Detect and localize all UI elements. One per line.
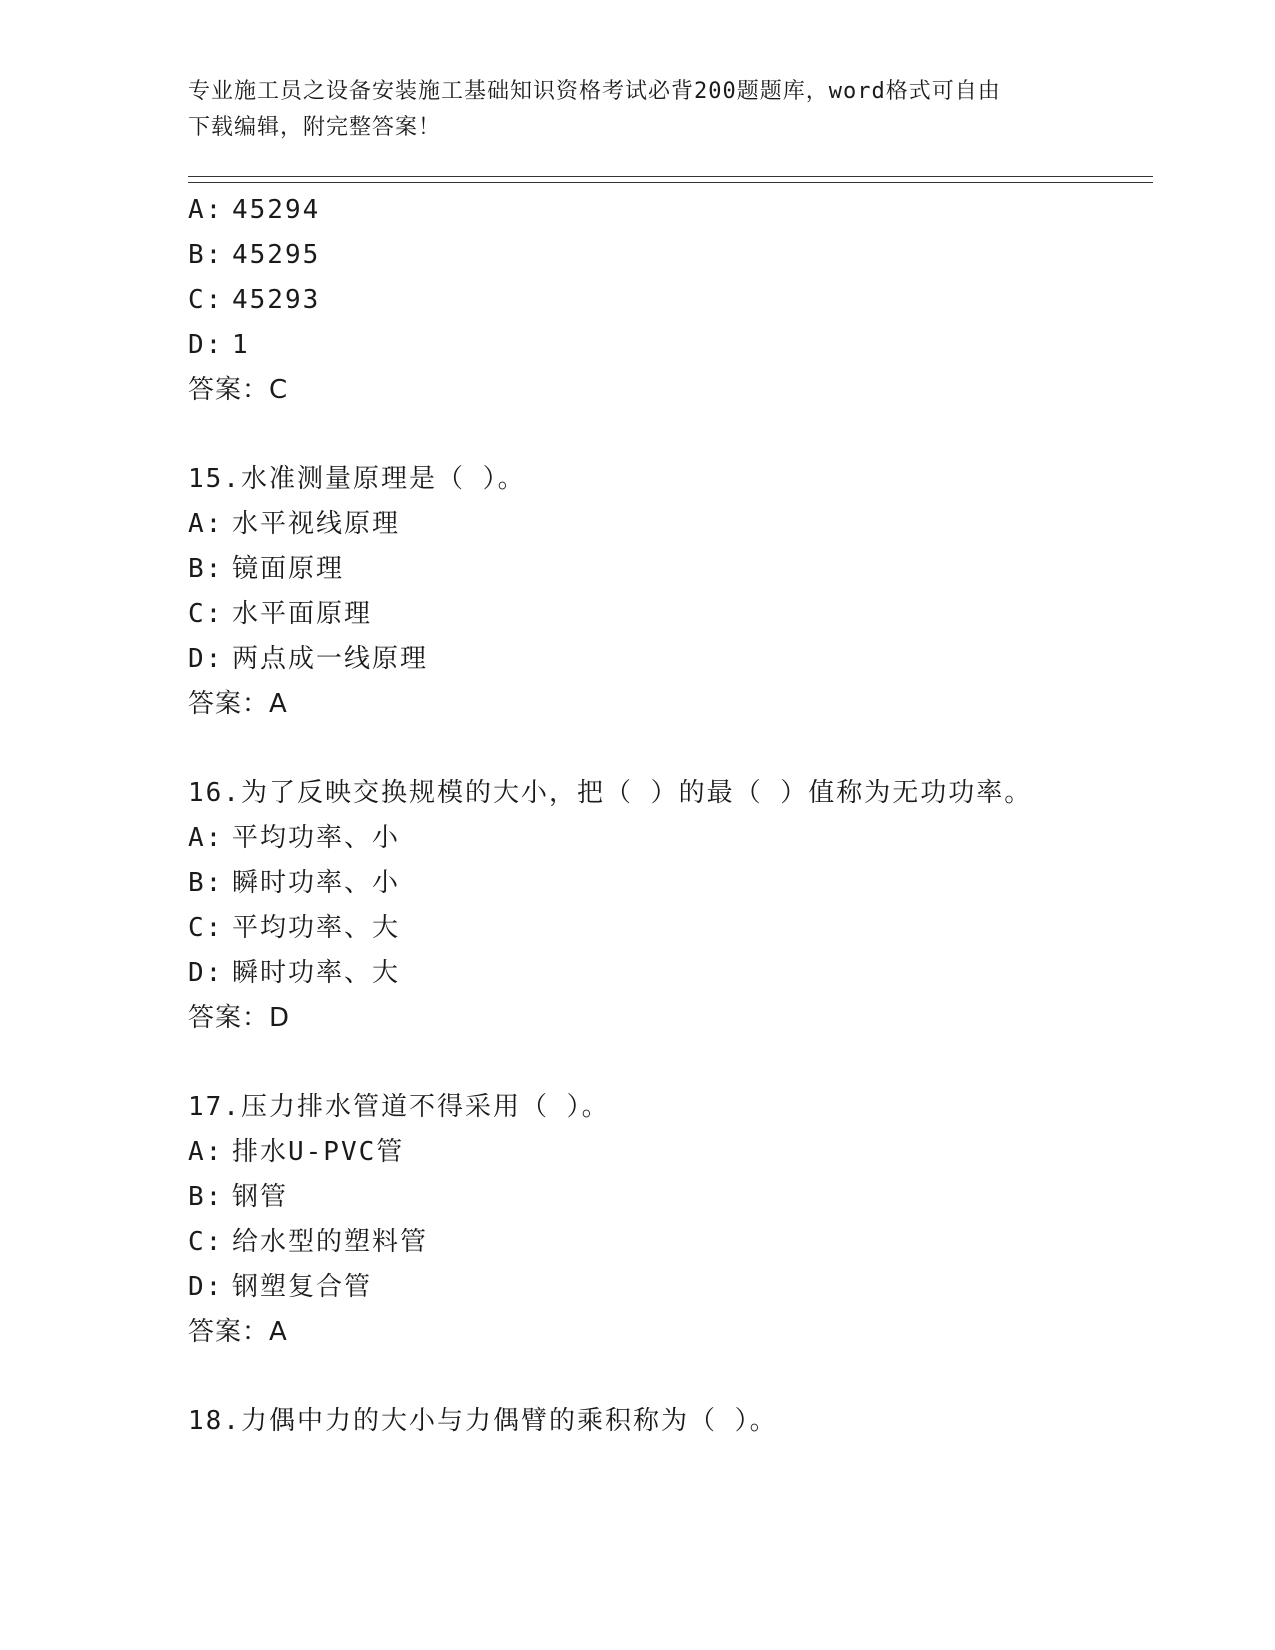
option-label: C: bbox=[188, 1227, 224, 1257]
option-label: D: bbox=[188, 1272, 224, 1302]
option-label: A: bbox=[188, 509, 224, 539]
header-divider-bottom bbox=[188, 182, 1153, 183]
option-text: 平均功率、小 bbox=[232, 823, 401, 853]
q16-option-a bbox=[188, 821, 400, 855]
option-text: 钢塑复合管 bbox=[232, 1272, 373, 1302]
q14-option-c bbox=[188, 283, 320, 317]
option-text: 瞬时功率、大 bbox=[232, 958, 401, 988]
q16-option-c bbox=[188, 911, 400, 945]
option-text: 给水型的塑料管 bbox=[232, 1227, 429, 1257]
q16-option-b bbox=[188, 866, 400, 900]
option-label: B: bbox=[188, 554, 224, 584]
q14-option-b bbox=[188, 238, 320, 272]
q15-option-a bbox=[188, 507, 400, 541]
option-label: A: bbox=[188, 823, 224, 853]
option-text: 排水U-PVC管 bbox=[232, 1137, 405, 1167]
option-text: 瞬时功率、小 bbox=[232, 868, 401, 898]
q16-question: 16.为了反映交换规模的大小，把（ ）的最（ ）值称为无功功率。 bbox=[188, 778, 1033, 808]
q16-option-d bbox=[188, 956, 400, 990]
q14-answer: 答案：C bbox=[188, 375, 289, 405]
q17-option-c bbox=[188, 1225, 428, 1259]
option-label: B: bbox=[188, 240, 224, 270]
q17-option-b bbox=[188, 1180, 288, 1214]
option-text: 45293 bbox=[232, 285, 321, 315]
q17-option-a bbox=[188, 1135, 404, 1169]
option-text: 1 bbox=[232, 330, 250, 360]
option-label: A: bbox=[188, 1137, 224, 1167]
q15-question: 15.水准测量原理是（ ）。 bbox=[188, 464, 526, 494]
header-line-2: 下载编辑，附完整答案！ bbox=[188, 115, 442, 140]
header-line-1: 专业施工员之设备安装施工基础知识资格考试必背200题题库，word格式可自由 bbox=[188, 79, 1001, 104]
q17-option-d bbox=[188, 1270, 372, 1304]
q14-option-d bbox=[188, 328, 250, 362]
option-text: 平均功率、大 bbox=[232, 913, 401, 943]
q17-answer: 答案：A bbox=[188, 1317, 288, 1347]
option-label: D: bbox=[188, 958, 224, 988]
option-label: C: bbox=[188, 913, 224, 943]
option-text: 水平面原理 bbox=[232, 599, 373, 629]
option-label: B: bbox=[188, 1182, 224, 1212]
option-label: A: bbox=[188, 195, 224, 225]
option-label: D: bbox=[188, 330, 224, 360]
q15-answer: 答案：A bbox=[188, 689, 288, 719]
option-label: C: bbox=[188, 285, 224, 315]
header-divider-top bbox=[188, 176, 1153, 177]
option-text: 两点成一线原理 bbox=[232, 644, 429, 674]
option-label: B: bbox=[188, 868, 224, 898]
option-label: C: bbox=[188, 599, 224, 629]
option-label: D: bbox=[188, 644, 224, 674]
q16-answer: 答案：D bbox=[188, 1003, 291, 1033]
q15-option-d bbox=[188, 642, 428, 676]
option-text: 镜面原理 bbox=[232, 554, 345, 584]
option-text: 钢管 bbox=[232, 1182, 289, 1212]
document-header bbox=[188, 74, 1078, 146]
q14-option-a bbox=[188, 193, 320, 227]
q17-question: 17.压力排水管道不得采用（ ）。 bbox=[188, 1092, 610, 1122]
option-text: 水平视线原理 bbox=[232, 509, 401, 539]
q15-option-c bbox=[188, 597, 372, 631]
q18-question: 18.力偶中力的大小与力偶臂的乘积称为（ ）。 bbox=[188, 1406, 778, 1436]
option-text: 45294 bbox=[232, 195, 321, 225]
q15-option-b bbox=[188, 552, 344, 586]
option-text: 45295 bbox=[232, 240, 321, 270]
